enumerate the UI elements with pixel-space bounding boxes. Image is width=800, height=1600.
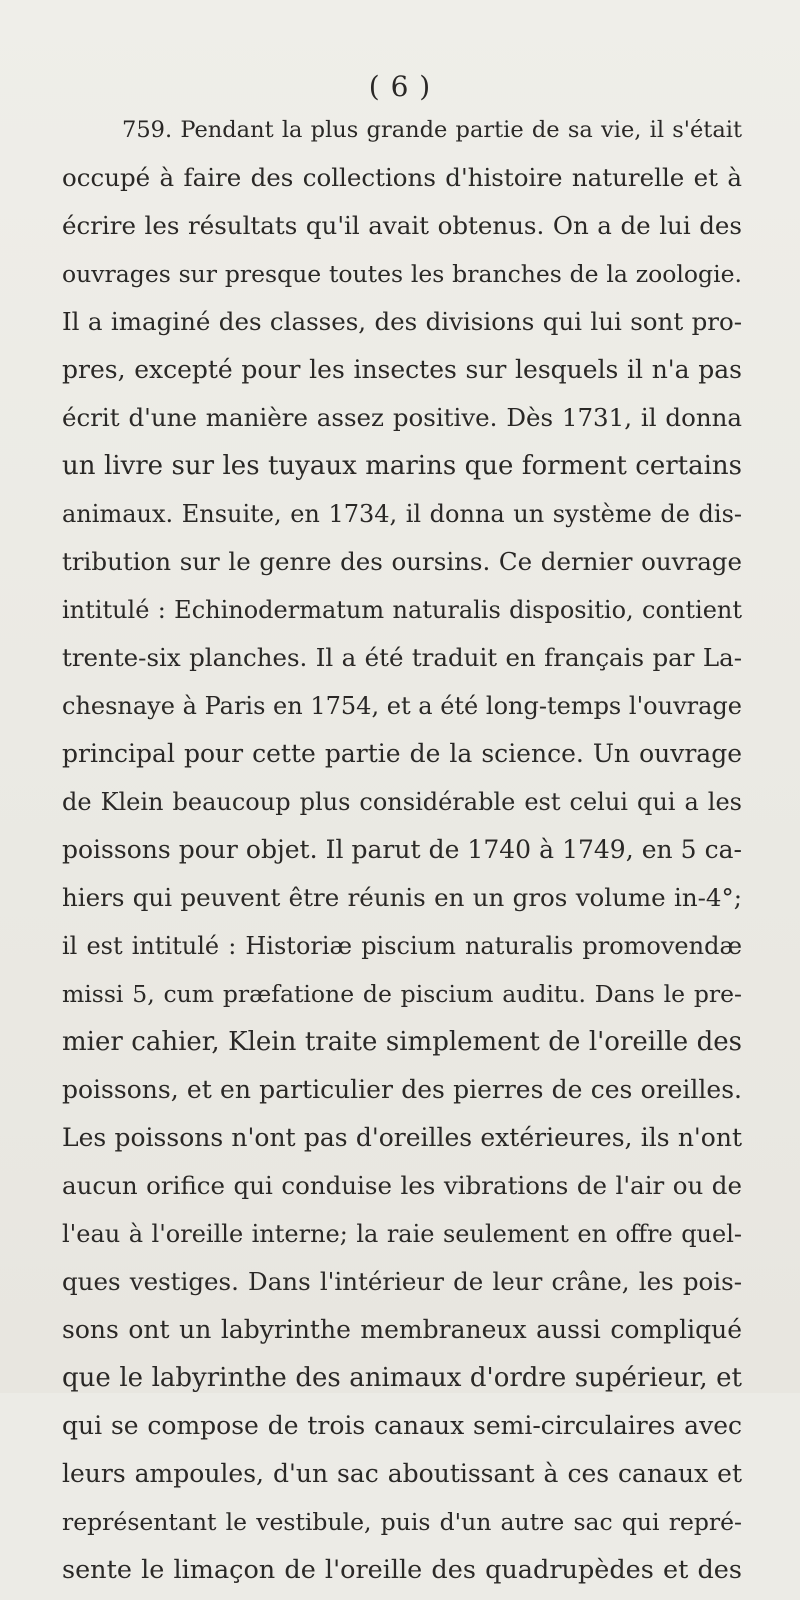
text-line: de Klein beaucoup plus considérable est celui qui a les (62, 788, 742, 816)
text-line: que le labyrinthe des animaux d'ordre supérieur, et (62, 1363, 742, 1393)
text-line: intitulé : Echinodermatum naturalis dispositio, contient (62, 596, 742, 624)
text-line: missi 5, cum præfatione de piscium auditu. Dans le pre- (62, 980, 742, 1008)
text-line: qui se compose de trois canaux semi-circulaires avec (62, 1411, 742, 1440)
text-line: un livre sur les tuyaux marins que forment certains (62, 451, 742, 481)
text-line: sons ont un labyrinthe membraneux aussi compliqué (62, 1315, 742, 1344)
text-line: l'eau à l'oreille interne; la raie seulement en offre quel- (62, 1220, 742, 1248)
page-number: ( 6 ) (368, 70, 432, 103)
text-line: animaux. Ensuite, en 1734, il donna un système de dis- (62, 500, 742, 528)
text-line: occupé à faire des collections d'histoire naturelle et à (62, 163, 742, 192)
text-line: Les poissons n'ont pas d'oreilles extérieures, ils n'ont (62, 1123, 742, 1152)
text-line: ouvrages sur presque toutes les branches de la zoologie. (62, 260, 742, 288)
text-line: représentant le vestibule, puis d'un autre sac qui repré- (62, 1508, 742, 1536)
text-line: trente-six planches. Il a été traduit en français par La- (62, 643, 742, 672)
text-line: leurs ampoules, d'un sac aboutissant à ces canaux et (62, 1459, 742, 1488)
text-line: aucun orifice qui conduise les vibrations de l'air ou de (62, 1171, 742, 1200)
text-line: poissons pour objet. Il parut de 1740 à 1749, en 5 ca- (62, 835, 742, 864)
text-line: poissons, et en particulier des pierres de ces oreilles. (62, 1075, 742, 1104)
text-line: hiers qui peuvent être réunis en un gros volume in-4°; (62, 883, 742, 912)
text-line: écrit d'une manière assez positive. Dès 1731, il donna (62, 403, 742, 432)
text-line: écrire les résultats qu'il avait obtenus. On a de lui des (62, 211, 742, 240)
text-line: mier cahier, Klein traite simplement de l'oreille des (62, 1027, 742, 1057)
text-line: pres, excepté pour les insectes sur lesquels il n'a pas (62, 355, 742, 384)
text-line: chesnaye à Paris en 1754, et a été long-temps l'ouvrage (62, 692, 742, 720)
body-text (62, 100, 742, 1588)
text-line: 759. Pendant la plus grande partie de sa vie, il s'était (122, 117, 742, 143)
text-line: sente le limaçon de l'oreille des quadrupèdes et des (62, 1555, 742, 1585)
text-line: tribution sur le genre des oursins. Ce dernier ouvrage (62, 547, 742, 576)
text-line: il est intitulé : Historiæ piscium naturalis promovendæ (62, 932, 742, 960)
text-line: ques vestiges. Dans l'intérieur de leur crâne, les pois- (62, 1267, 742, 1296)
text-line: principal pour cette partie de la science. Un ouvrage (62, 739, 742, 768)
text-line: Il a imaginé des classes, des divisions qui lui sont pro- (62, 307, 742, 336)
